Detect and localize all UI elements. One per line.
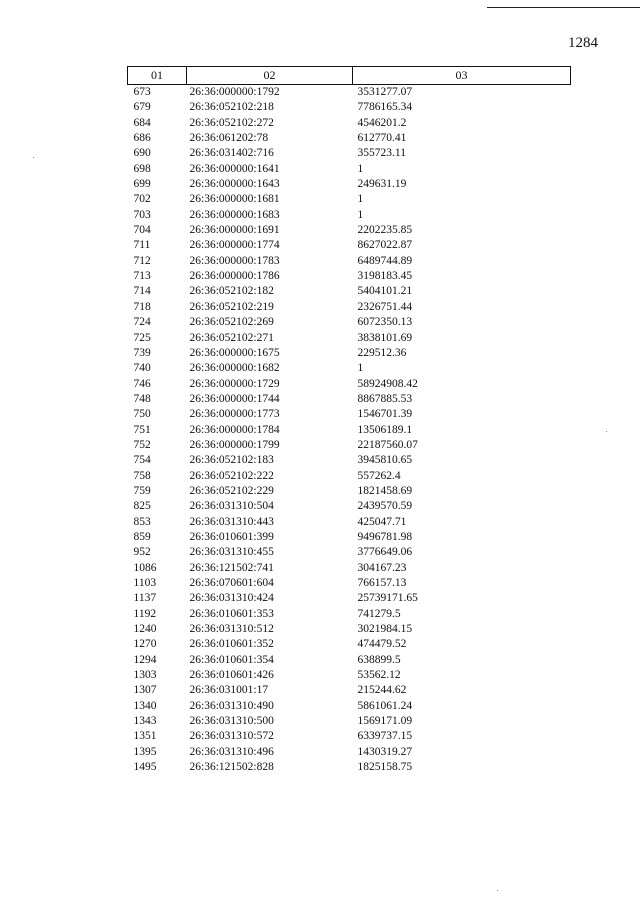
value-cell: 1430319.27 xyxy=(357,745,413,758)
table-body xyxy=(128,85,571,776)
value-cell: 1 xyxy=(357,208,364,221)
table-row xyxy=(128,729,571,744)
value-cell: 6072350.13 xyxy=(357,316,413,329)
value-cell: 612770.41 xyxy=(357,132,407,145)
row-number-cell: 711 xyxy=(133,239,151,252)
table-row xyxy=(128,162,571,177)
value-cell: 1569171.09 xyxy=(357,715,413,728)
cadastral-number-cell: 26:36:121502:828 xyxy=(189,761,274,774)
row-number-cell: 698 xyxy=(133,162,151,175)
column-header: 03 xyxy=(353,67,571,85)
row-number-cell: 704 xyxy=(133,224,151,237)
row-number-cell: 1343 xyxy=(133,715,157,728)
value-cell: 2202235.85 xyxy=(357,224,413,237)
value-cell: 3198183.45 xyxy=(357,270,413,283)
cadastral-number-cell: 26:36:000000:1774 xyxy=(189,239,280,252)
cadastral-number-cell: 26:36:000000:1799 xyxy=(189,438,280,451)
value-cell: 3838101.69 xyxy=(357,331,413,344)
cadastral-number-cell: 26:36:031310:572 xyxy=(189,730,274,743)
row-number-cell: 952 xyxy=(133,546,151,559)
value-cell: 8627022.87 xyxy=(357,239,413,252)
cadastral-number-cell: 26:36:052102:229 xyxy=(189,484,274,497)
data-table-container xyxy=(127,66,570,775)
cadastral-number-cell: 26:36:061202:78 xyxy=(189,132,269,145)
row-number-cell: 1137 xyxy=(133,592,157,605)
value-cell: 58924908.42 xyxy=(357,377,418,390)
row-number-cell: 751 xyxy=(133,423,151,436)
row-number-cell: 752 xyxy=(133,438,151,451)
table-row xyxy=(128,361,571,376)
row-number-cell: 1307 xyxy=(133,684,157,697)
value-cell: 229512.36 xyxy=(357,346,407,359)
table-row xyxy=(128,622,571,637)
cadastral-number-cell: 26:36:052102:269 xyxy=(189,316,274,329)
cadastral-number-cell: 26:36:031310:424 xyxy=(189,592,274,605)
row-number-cell: 1340 xyxy=(133,699,157,712)
cadastral-number-cell: 26:36:031310:443 xyxy=(189,515,274,528)
value-cell: 355723.11 xyxy=(357,147,406,160)
table-row xyxy=(128,453,571,468)
row-number-cell: 1103 xyxy=(133,577,157,589)
cadastral-number-cell: 26:36:010601:399 xyxy=(189,530,274,543)
cadastral-number-cell: 26:36:000000:1675 xyxy=(189,346,280,359)
column-header: 01 xyxy=(128,67,187,85)
value-cell: 741279.5 xyxy=(357,607,401,620)
table-row xyxy=(128,223,571,238)
cadastral-number-cell: 26:36:000000:1783 xyxy=(189,254,280,267)
value-cell: 5861061.24 xyxy=(357,699,413,712)
cadastral-number-cell: 26:36:010601:354 xyxy=(189,653,274,666)
table-row xyxy=(128,177,571,192)
row-number-cell: 1303 xyxy=(133,669,157,682)
table-row xyxy=(128,116,571,131)
cadastral-number-cell: 26:36:052102:182 xyxy=(189,285,274,298)
cadastral-number-cell: 26:36:000000:1792 xyxy=(189,86,280,98)
table-row xyxy=(128,100,571,115)
value-cell: 638899.5 xyxy=(357,653,401,666)
cadastral-number-cell: 26:36:052102:183 xyxy=(189,454,274,467)
value-cell: 1 xyxy=(357,162,364,175)
table-row xyxy=(128,438,571,453)
value-cell: 3945810.65 xyxy=(357,454,413,467)
cadastral-number-cell: 26:36:031001:17 xyxy=(189,684,269,697)
cadastral-number-cell: 26:36:000000:1643 xyxy=(189,178,280,191)
cadastral-number-cell: 26:36:000000:1729 xyxy=(189,377,280,390)
value-cell: 8867885.53 xyxy=(357,392,413,405)
table-row xyxy=(128,131,571,146)
value-cell: 1 xyxy=(357,362,364,375)
value-cell: 1825158.75 xyxy=(357,761,413,774)
row-number-cell: 725 xyxy=(133,331,151,344)
scan-speck xyxy=(33,157,34,158)
table-row xyxy=(128,407,571,422)
table-row xyxy=(128,146,571,161)
cadastral-number-cell: 26:36:031310:504 xyxy=(189,500,274,513)
value-cell: 5404101.21 xyxy=(357,285,413,298)
row-number-cell: 713 xyxy=(133,270,151,283)
table-row xyxy=(128,269,571,284)
cadastral-number-cell: 26:36:070601:604 xyxy=(189,577,274,589)
value-cell: 3776649.06 xyxy=(357,546,413,559)
value-cell: 1821458.69 xyxy=(357,484,413,497)
row-number-cell: 1086 xyxy=(133,561,157,574)
row-number-cell: 679 xyxy=(133,101,151,114)
table-row xyxy=(128,683,571,698)
value-cell: 13506189.1 xyxy=(357,423,413,436)
table-row xyxy=(128,545,571,560)
table-row xyxy=(128,653,571,668)
cadastral-number-cell: 26:36:052102:222 xyxy=(189,469,274,482)
value-cell: 6339737.15 xyxy=(357,730,413,743)
cadastral-number-cell: 26:36:000000:1744 xyxy=(189,392,280,405)
value-cell: 4546201.2 xyxy=(357,116,407,129)
table-row xyxy=(128,315,571,330)
table-row xyxy=(128,515,571,530)
value-cell: 474479.52 xyxy=(357,638,407,651)
table-row xyxy=(128,192,571,207)
cadastral-number-cell: 26:36:010601:426 xyxy=(189,669,274,682)
cadastral-number-cell: 26:36:031310:455 xyxy=(189,546,274,559)
row-number-cell: 1495 xyxy=(133,761,157,774)
cadastral-number-cell: 26:36:010601:352 xyxy=(189,638,274,651)
value-cell: 3531277.07 xyxy=(357,86,413,98)
row-number-cell: 1270 xyxy=(133,638,157,651)
header-rule xyxy=(487,7,640,8)
table-row xyxy=(128,530,571,545)
row-number-cell: 724 xyxy=(133,316,151,329)
table-row xyxy=(128,208,571,223)
row-number-cell: 758 xyxy=(133,469,151,482)
cadastral-number-cell: 26:36:052102:272 xyxy=(189,116,274,129)
value-cell: 53562.12 xyxy=(357,669,401,682)
value-cell: 2439570.59 xyxy=(357,500,413,513)
table-row xyxy=(128,300,571,315)
table-row xyxy=(128,699,571,714)
table-row xyxy=(128,423,571,438)
cadastral-number-cell: 26:36:000000:1641 xyxy=(189,162,280,175)
table-row xyxy=(128,238,571,253)
row-number-cell: 746 xyxy=(133,377,151,390)
cadastral-number-cell: 26:36:000000:1682 xyxy=(189,362,280,375)
value-cell: 25739171.65 xyxy=(357,592,418,605)
table-row xyxy=(128,284,571,299)
value-cell: 304167.23 xyxy=(357,561,407,574)
value-cell: 425047.71 xyxy=(357,515,407,528)
table-row xyxy=(128,576,571,591)
table-row xyxy=(128,591,571,606)
cadastral-number-cell: 26:36:000000:1773 xyxy=(189,408,280,421)
value-cell: 766157.13 xyxy=(357,577,407,589)
cadastral-number-cell: 26:36:031402:716 xyxy=(189,147,274,160)
page-number: 1284 xyxy=(568,35,598,51)
row-number-cell: 740 xyxy=(133,362,151,375)
cadastral-number-cell: 26:36:031310:512 xyxy=(189,623,274,636)
cadastral-number-cell: 26:36:052102:271 xyxy=(189,331,274,344)
cadastral-number-cell: 26:36:052102:218 xyxy=(189,101,274,114)
value-cell: 215244.62 xyxy=(357,684,407,697)
cadastral-number-cell: 26:36:031310:500 xyxy=(189,715,274,728)
value-cell: 6489744.89 xyxy=(357,254,413,267)
table-header-row xyxy=(128,67,571,85)
row-number-cell: 825 xyxy=(133,500,151,513)
cadastral-number-cell: 26:36:000000:1683 xyxy=(189,208,280,221)
value-cell: 22187560.07 xyxy=(357,438,418,451)
cadastral-number-cell: 26:36:010601:353 xyxy=(189,607,274,620)
table-row xyxy=(128,668,571,683)
table-row xyxy=(128,607,571,622)
value-cell: 1546701.39 xyxy=(357,408,413,421)
row-number-cell: 759 xyxy=(133,484,151,497)
row-number-cell: 739 xyxy=(133,346,151,359)
value-cell: 557262.4 xyxy=(357,469,401,482)
cadastral-number-cell: 26:36:000000:1681 xyxy=(189,193,280,206)
row-number-cell: 1294 xyxy=(133,653,157,666)
cadastral-number-cell: 26:36:000000:1691 xyxy=(189,224,280,237)
row-number-cell: 754 xyxy=(133,454,151,467)
row-number-cell: 748 xyxy=(133,392,151,405)
row-number-cell: 702 xyxy=(133,193,151,206)
cadastral-number-cell: 26:36:052102:219 xyxy=(189,300,274,313)
row-number-cell: 1351 xyxy=(133,730,157,743)
table-row xyxy=(128,377,571,392)
row-number-cell: 853 xyxy=(133,515,151,528)
row-number-cell: 712 xyxy=(133,254,151,267)
scan-speck xyxy=(497,890,498,891)
row-number-cell: 686 xyxy=(133,132,151,145)
cadastral-number-cell: 26:36:000000:1784 xyxy=(189,423,280,436)
table-row xyxy=(128,637,571,652)
table-row xyxy=(128,745,571,760)
table-row xyxy=(128,254,571,269)
value-cell: 249631.19 xyxy=(357,178,407,191)
row-number-cell: 750 xyxy=(133,408,151,421)
row-number-cell: 1240 xyxy=(133,623,157,636)
row-number-cell: 859 xyxy=(133,530,151,543)
column-header: 02 xyxy=(187,67,353,85)
row-number-cell: 699 xyxy=(133,178,151,191)
row-number-cell: 718 xyxy=(133,300,151,313)
table-row xyxy=(128,499,571,514)
table-row xyxy=(128,85,571,101)
row-number-cell: 684 xyxy=(133,116,151,129)
row-number-cell: 690 xyxy=(133,147,151,160)
table-row xyxy=(128,346,571,361)
table-row xyxy=(128,469,571,484)
value-cell: 7786165.34 xyxy=(357,101,413,114)
cadastral-number-cell: 26:36:121502:741 xyxy=(189,561,274,574)
row-number-cell: 1192 xyxy=(133,607,157,620)
value-cell: 9496781.98 xyxy=(357,530,413,543)
data-table xyxy=(127,66,571,775)
cadastral-number-cell: 26:36:031310:496 xyxy=(189,745,274,758)
table-row xyxy=(128,714,571,729)
value-cell: 2326751.44 xyxy=(357,300,413,313)
row-number-cell: 673 xyxy=(133,86,151,98)
table-row xyxy=(128,561,571,576)
row-number-cell: 1395 xyxy=(133,745,157,758)
row-number-cell: 714 xyxy=(133,285,151,298)
table-row xyxy=(128,760,571,775)
cadastral-number-cell: 26:36:031310:490 xyxy=(189,699,274,712)
row-number-cell: 703 xyxy=(133,208,151,221)
cadastral-number-cell: 26:36:000000:1786 xyxy=(189,270,280,283)
scan-speck xyxy=(606,431,607,432)
value-cell: 3021984.15 xyxy=(357,623,413,636)
table-row xyxy=(128,331,571,346)
table-row xyxy=(128,484,571,499)
table-row xyxy=(128,392,571,407)
value-cell: 1 xyxy=(357,193,364,206)
